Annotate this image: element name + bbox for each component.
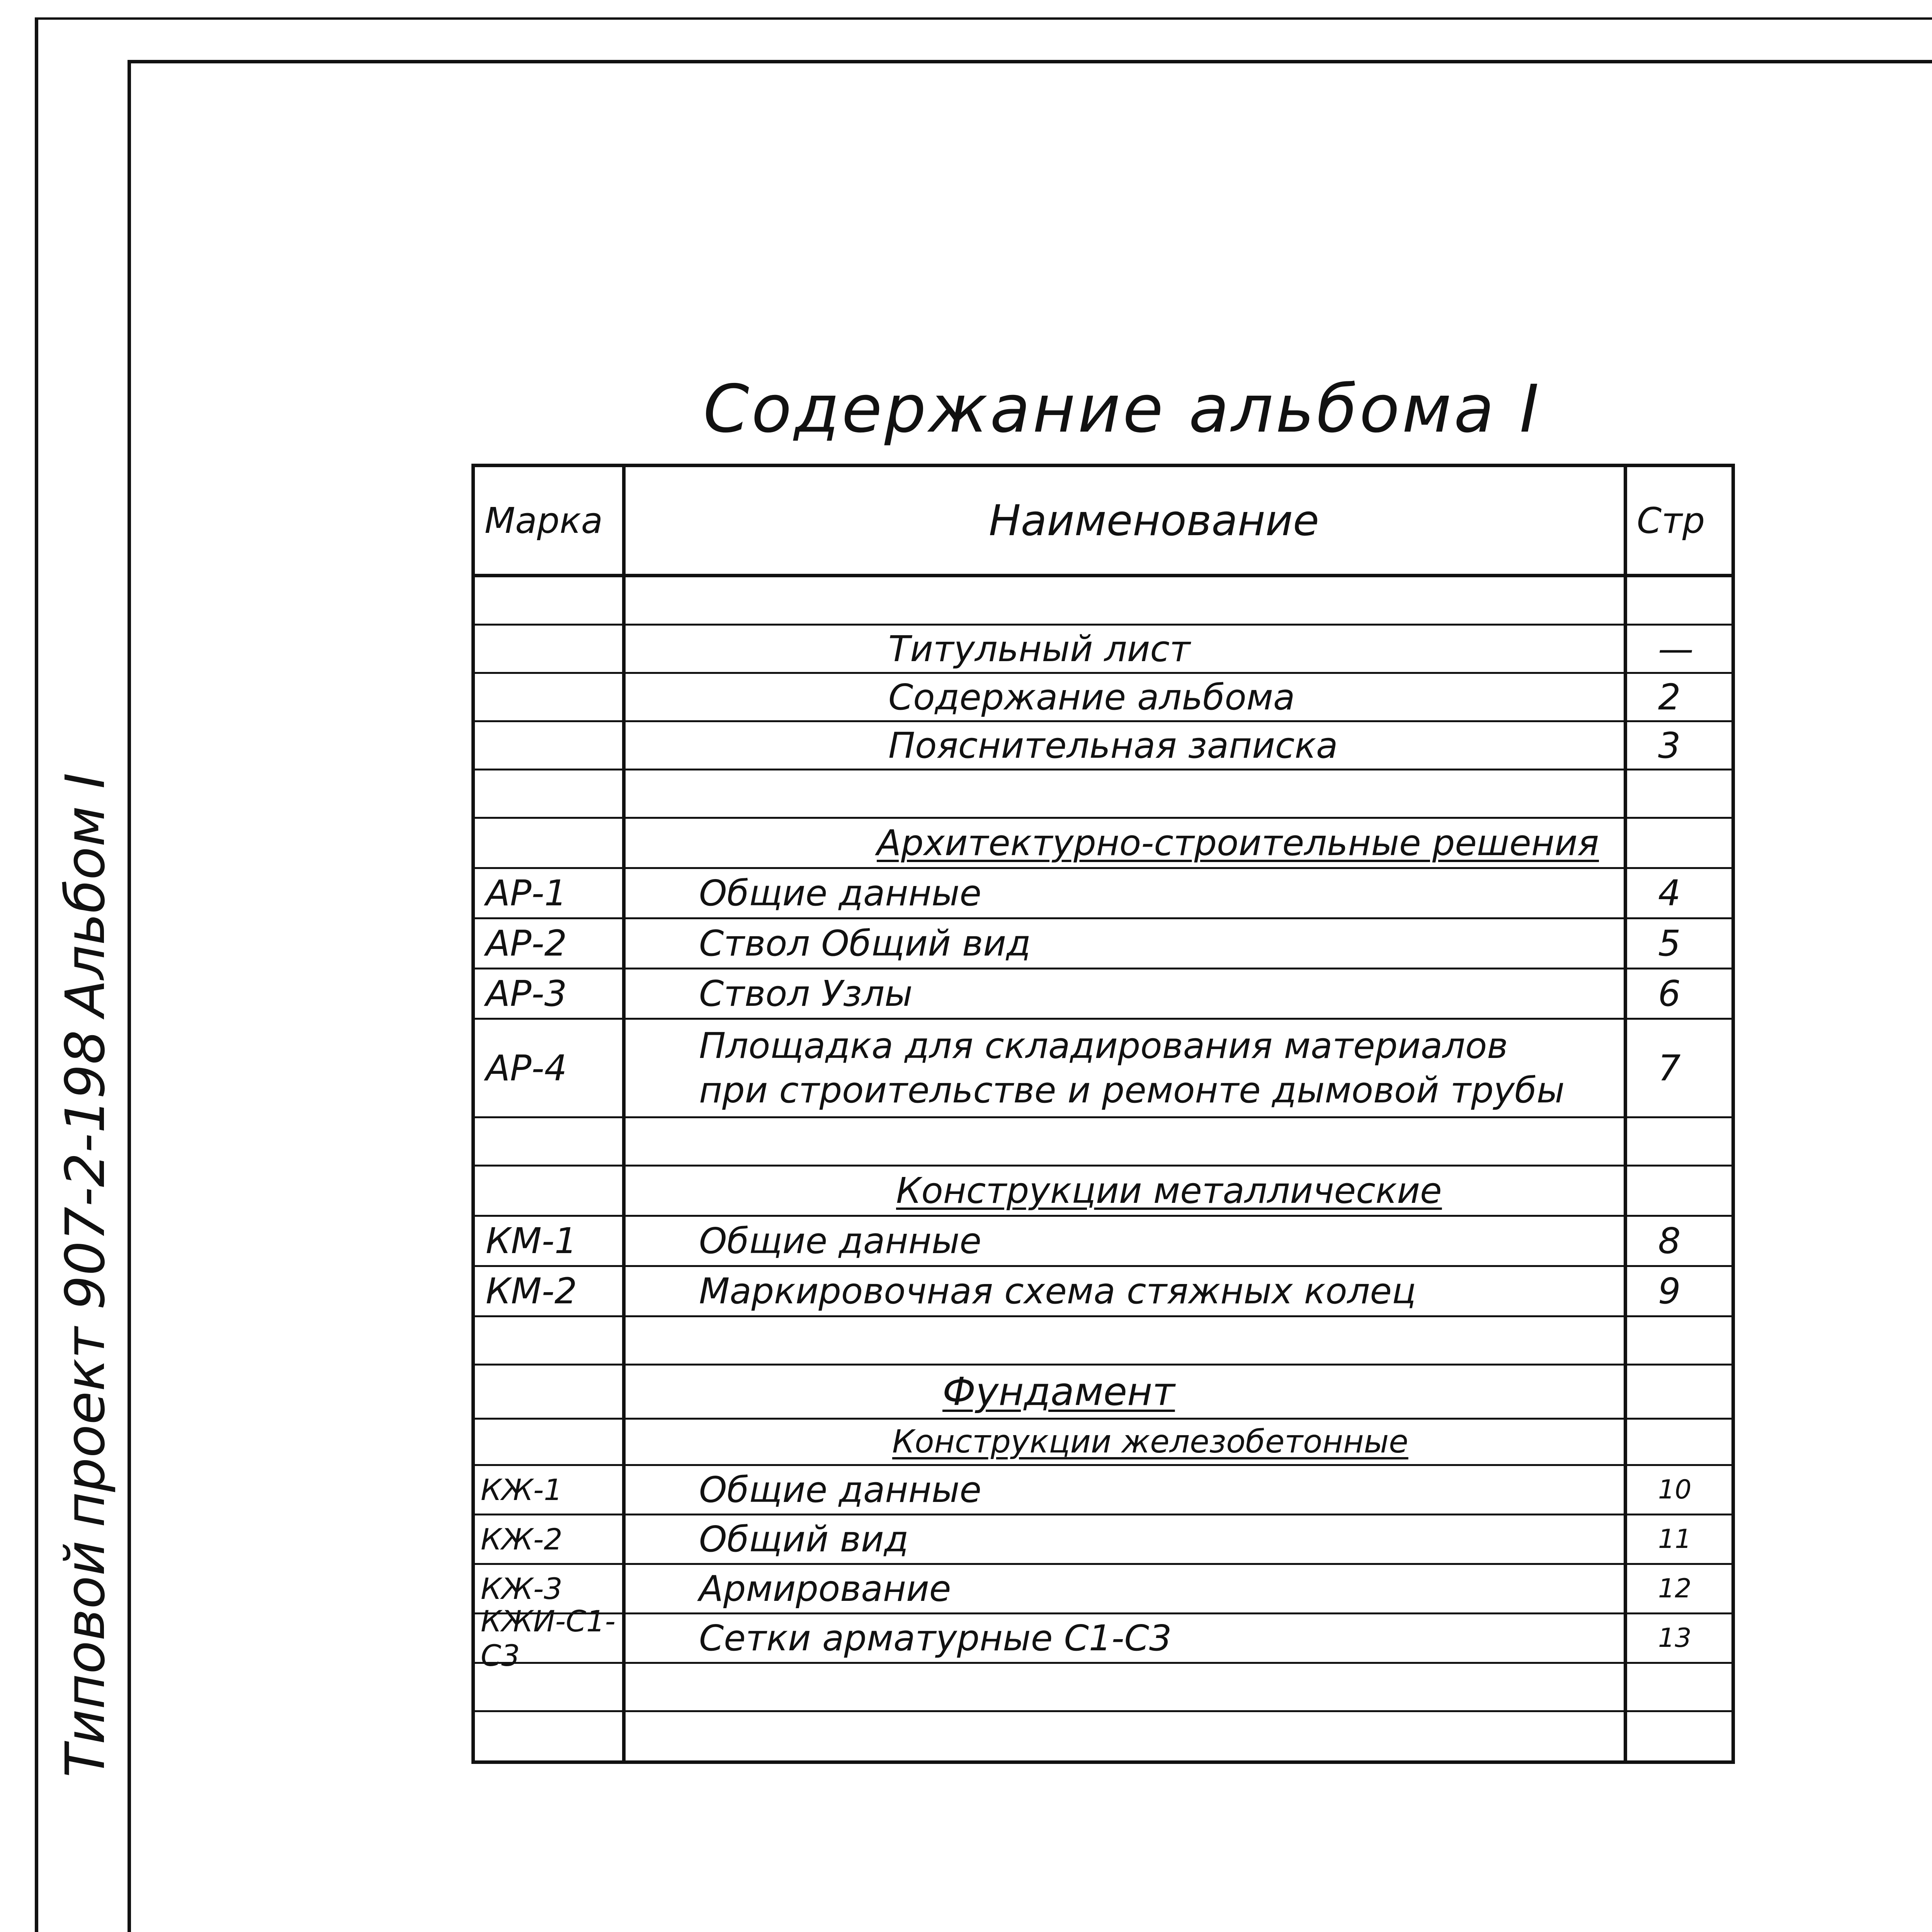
header-page: Стр: [1637, 500, 1705, 541]
cell-name: [626, 770, 1627, 817]
cell-code: КЖИ-С1-С3: [475, 1614, 626, 1662]
cell-name: Общий вид: [626, 1515, 1627, 1563]
table-row: [475, 1420, 1731, 1466]
cell-page: 11: [1658, 1524, 1692, 1554]
cell-name: [626, 1317, 1627, 1364]
cell-page: 10: [1658, 1475, 1692, 1505]
cell-name: Маркировочная схема стяжных колец: [626, 1267, 1627, 1315]
cell-name: Ствол Общий вид: [626, 919, 1627, 968]
cell-page: 5: [1658, 923, 1681, 964]
side-title-part2: проект 907-2-198: [54, 1030, 117, 1527]
cell-code: АР-3: [475, 969, 626, 1018]
side-title-part1: Типовой: [54, 1541, 117, 1777]
side-title-part3: Альбом I: [54, 773, 117, 1017]
cell-name: Конструкции железобетонные: [626, 1420, 1627, 1464]
page-title: Содержание альбома I: [703, 371, 1541, 447]
cell-code: [475, 770, 626, 817]
table-header: [475, 467, 1731, 577]
cell-code: АР-4: [475, 1020, 626, 1116]
table-row: [475, 674, 1731, 722]
table-row: [475, 919, 1731, 969]
cell-name: Архитектурно-строительные решения: [626, 819, 1627, 867]
table-row: [475, 1515, 1731, 1565]
table-row: [475, 969, 1731, 1020]
table-row-blank: [475, 577, 1731, 626]
table-row-blank: [475, 1712, 1731, 1760]
cell-page: 2: [1658, 676, 1681, 718]
cell-page: 4: [1658, 872, 1681, 914]
cell-code: [475, 1118, 626, 1165]
table-row: [475, 1366, 1731, 1420]
table-row-blank: [475, 770, 1731, 819]
table-row: [475, 1466, 1731, 1515]
cell-page: [1627, 577, 1731, 624]
cell-code: [475, 1712, 626, 1760]
table-row: [475, 722, 1731, 770]
cell-page: [1627, 1366, 1731, 1418]
table-body: [475, 577, 1731, 1760]
table-row: [475, 1020, 1731, 1118]
cell-name: Фундамент: [626, 1366, 1627, 1418]
cell-code: КЖ-3: [475, 1565, 626, 1612]
cell-code: [475, 626, 626, 672]
cell-name: Общие данные: [626, 1466, 1627, 1514]
cell-name: [626, 1118, 1627, 1165]
header-name: Наименование: [626, 467, 1627, 574]
cell-name: Пояснительная записка: [626, 722, 1627, 769]
cell-page: 6: [1658, 973, 1681, 1014]
table-row: [475, 869, 1731, 919]
cell-page: 13: [1658, 1623, 1692, 1653]
cell-code: КМ-2: [475, 1267, 626, 1315]
table-row: [475, 1267, 1731, 1317]
cell-page: [1627, 770, 1731, 817]
table-row: [475, 1565, 1731, 1614]
cell-code: [475, 1420, 626, 1464]
cell-name: Сетки арматурные С1-С3: [626, 1614, 1627, 1662]
cell-name: Конструкции металлические: [626, 1167, 1627, 1215]
cell-page: 7: [1658, 1047, 1681, 1089]
cell-page: [1627, 1167, 1731, 1215]
cell-page: [1627, 1712, 1731, 1760]
cell-code: [475, 577, 626, 624]
cell-code: АР-2: [475, 919, 626, 968]
table-row: [475, 626, 1731, 674]
cell-name: Площадка для складирования материалов при строительстве и ремонте дымовой трубы: [626, 1020, 1627, 1116]
cell-page: 9: [1658, 1270, 1681, 1312]
table-row-blank: [475, 1118, 1731, 1167]
cell-name: [626, 1664, 1627, 1710]
cell-page: [1627, 1420, 1731, 1464]
cell-code: АР-1: [475, 869, 626, 917]
table-row: [475, 1217, 1731, 1267]
cell-code: КЖ-2: [475, 1515, 626, 1563]
table-row: [475, 819, 1731, 869]
cell-code: [475, 1664, 626, 1710]
table-row: [475, 1604, 1731, 1673]
cell-page: [1627, 1664, 1731, 1710]
cell-code: [475, 1317, 626, 1364]
cell-name: [626, 1712, 1627, 1760]
cell-name: Армирование: [626, 1565, 1627, 1612]
cell-name: Общие данные: [626, 869, 1627, 917]
cell-code: [475, 1366, 626, 1418]
contents-table: [471, 464, 1735, 1764]
cell-name: [626, 577, 1627, 624]
cell-page: [1627, 1317, 1731, 1364]
cell-page: —: [1658, 628, 1694, 670]
cell-code: КМ-1: [475, 1217, 626, 1265]
side-title: [54, 773, 117, 1777]
cell-code: [475, 722, 626, 769]
table-row: [475, 1167, 1731, 1217]
cell-code: [475, 674, 626, 720]
cell-name: Общие данные: [626, 1217, 1627, 1265]
cell-page: 8: [1658, 1220, 1681, 1262]
cell-page: [1627, 819, 1731, 867]
cell-page: 3: [1658, 724, 1681, 766]
header-code: Марка: [475, 467, 626, 574]
cell-code: [475, 819, 626, 867]
cell-page: [1627, 1118, 1731, 1165]
cell-name: Ствол Узлы: [626, 969, 1627, 1018]
table-row-blank: [475, 1317, 1731, 1366]
cell-page: 12: [1658, 1573, 1692, 1604]
cell-name: Содержание альбома: [626, 674, 1627, 720]
cell-code: КЖ-1: [475, 1466, 626, 1514]
table-row-blank: [475, 1664, 1731, 1712]
cell-code: [475, 1167, 626, 1215]
cell-name: Титульный лист: [626, 626, 1627, 672]
